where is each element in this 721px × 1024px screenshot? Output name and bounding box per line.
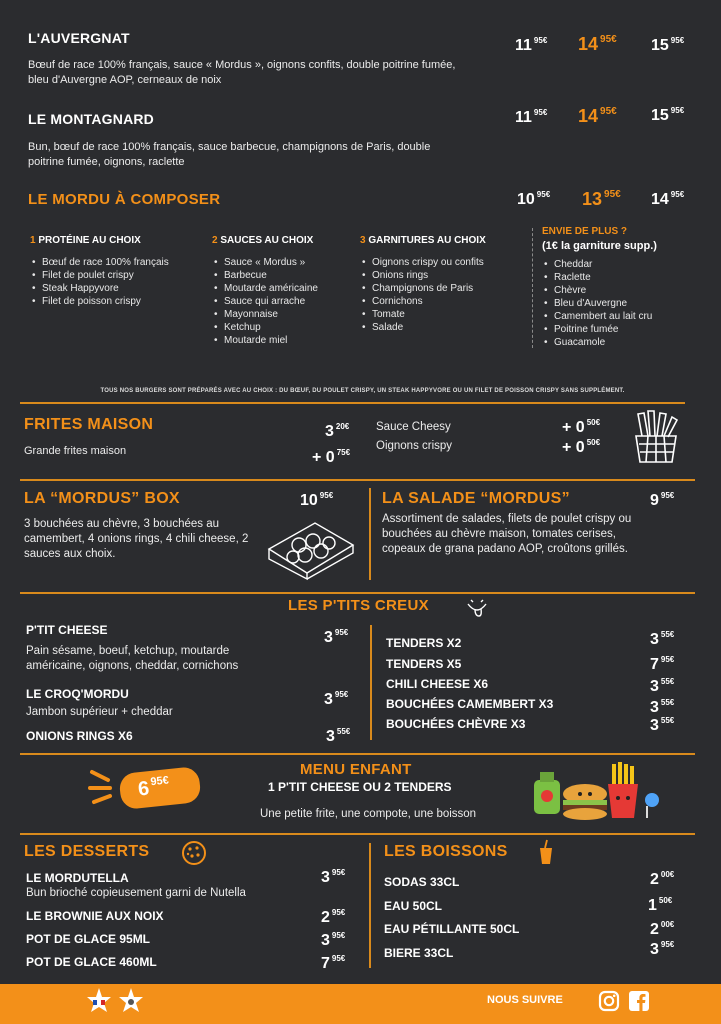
compose-col-garnitures <box>360 235 530 334</box>
item-name: BOUCHÉES CAMEMBERT X3 <box>386 697 554 711</box>
drink-price: 1 $^{50€}$ <box>648 896 673 914</box>
drink-name: EAU PÉTILLANTE 50CL <box>384 922 520 936</box>
origin-label-star-icon <box>86 987 112 1017</box>
price-large: 14 $^{95€}$ <box>651 190 685 208</box>
price-small: 11 $^{95€}$ <box>515 36 548 54</box>
divider <box>20 592 695 594</box>
list-item: • Sauce qui arrache <box>212 295 362 308</box>
box-title: LA “MORDUS” BOX <box>24 490 180 507</box>
enfant-subtitle: 1 P'TIT CHEESE OU 2 TENDERS <box>268 780 452 794</box>
rings-price: 3 $^{55€}$ <box>326 727 351 745</box>
dessert-name: LE BROWNIE AUX NOIX <box>26 909 164 923</box>
sauces-list <box>212 256 362 347</box>
dessert-price: 7 $^{95€}$ <box>321 954 346 972</box>
drink-price: 2 $^{00€}$ <box>650 920 675 938</box>
list-item: • Raclette <box>542 271 712 284</box>
enfant-title: MENU ENFANT <box>300 761 412 778</box>
frites-item: Grande frites maison <box>24 445 127 457</box>
list-item: • Poitrine fumée <box>542 323 712 336</box>
price-medium: 14 $^{95€}$ <box>578 34 617 54</box>
list-item: • Filet de poisson crispy <box>30 295 210 308</box>
burger-desc: Bœuf de race 100% français, sauce « Mordus », oignons confits, double poitrine fumée, bleu d'Auvergne AOP, cerneaux de noix <box>28 59 456 86</box>
salade-price: 9 $^{95€}$ <box>650 491 675 509</box>
quality-label-star-icon <box>118 987 144 1017</box>
burger-montagnard <box>28 111 468 170</box>
item-name: BOUCHÉES CHÈVRE X3 <box>386 717 526 731</box>
sauce-cheesy-price: + 0 $^{50€}$ <box>562 418 601 436</box>
tongue-smiley-icon <box>464 596 490 620</box>
dessert-price: 3 $^{95€}$ <box>321 868 346 886</box>
price-medium: 13 $^{95€}$ <box>582 189 621 209</box>
cookie-icon <box>180 839 208 867</box>
item-price: 3 $^{55€}$ <box>650 716 675 734</box>
list-item: • Guacamole <box>542 336 712 349</box>
burger-desc: Bun, bœuf de race 100% français, sauce barbecue, champignons de Paris, double poitrine fumée, oignons, raclette <box>28 141 431 168</box>
drink-price: 3 $^{95€}$ <box>650 940 675 958</box>
boissons-title: LES BOISSONS <box>384 843 508 860</box>
item-desc: Pain sésame, boeuf, ketchup, moutarde américaine, oignons, cheddar, cornichons <box>26 645 239 672</box>
dessert-name: POT DE GLACE 460ML <box>26 955 157 969</box>
ptit-cheese-price: 3 $^{95€}$ <box>324 628 349 646</box>
box-price: 10 $^{95€}$ <box>300 491 334 509</box>
list-item: • Sauce « Mordus » <box>212 256 362 269</box>
croq-price: 3 $^{95€}$ <box>324 690 349 708</box>
compose-title: LE MORDU À COMPOSER <box>28 191 221 208</box>
burger-name: LE MONTAGNARD <box>28 111 154 127</box>
extras-list <box>542 258 712 349</box>
list-item: • Cornichons <box>360 295 530 308</box>
col-heading: 2 SAUCES AU CHOIX <box>212 235 314 246</box>
item-name: CHILI CHEESE X6 <box>386 677 489 691</box>
list-item: • Onions rings <box>360 269 530 282</box>
drink-name: EAU 50CL <box>384 899 443 913</box>
sauce-oignons: Oignons crispy <box>376 440 453 452</box>
item-name: TENDERS X5 <box>386 657 462 671</box>
vertical-divider <box>369 843 371 968</box>
burger-name: L'AUVERGNAT <box>28 30 130 46</box>
ptits-left <box>26 623 326 674</box>
ptits-title: LES P'TITS CREUX <box>288 597 429 614</box>
list-item: • Camembert au lait cru <box>542 310 712 323</box>
item-name: P'TIT CHEESE <box>26 623 108 637</box>
extras-title: ENVIE DE PLUS ? <box>542 226 628 237</box>
item-price: 7 $^{95€}$ <box>650 655 675 673</box>
price-medium: 14 $^{95€}$ <box>578 106 617 126</box>
price-large: 15 $^{95€}$ <box>651 36 685 54</box>
item-price: 3 $^{55€}$ <box>650 698 675 716</box>
follow-label: NOUS SUIVRE <box>487 994 563 1006</box>
item-price: 3 $^{55€}$ <box>650 630 675 648</box>
dessert-price: 3 $^{95€}$ <box>321 931 346 949</box>
nuggets-box-icon <box>265 515 357 581</box>
dessert-name: LE MORDUTELLA <box>26 871 129 885</box>
desserts-title: LES DESSERTS <box>24 843 150 860</box>
protein-list <box>30 256 210 308</box>
list-item: • Bleu d'Auvergne <box>542 297 712 310</box>
vertical-divider <box>369 488 371 580</box>
drink-price: 2 $^{00€}$ <box>650 870 675 888</box>
frites-plus-price: + 0 $^{75€}$ <box>312 448 351 466</box>
list-item: • Chèvre <box>542 284 712 297</box>
list-item: • Steak Happyvore <box>30 282 210 295</box>
price-small: 11 $^{95€}$ <box>515 108 548 126</box>
col-heading: 3 GARNITURES AU CHOIX <box>360 235 486 246</box>
list-item: • Oignons crispy ou confits <box>360 256 530 269</box>
price-large: 15 $^{95€}$ <box>651 106 685 124</box>
sauce-oignons-price: + 0 $^{50€}$ <box>562 438 601 456</box>
list-item: • Filet de poulet crispy <box>30 269 210 282</box>
compose-divider <box>532 228 533 348</box>
vertical-divider <box>370 625 372 740</box>
compose-col-protein <box>30 235 210 308</box>
dessert-desc: Bun brioché copieusement garni de Nutella <box>26 887 246 899</box>
kids-menu-illustration-icon <box>530 760 665 822</box>
drink-cup-icon <box>536 838 556 866</box>
compose-col-sauces <box>212 235 362 347</box>
compose-col-extras <box>542 226 712 349</box>
drink-name: BIERE 33CL <box>384 946 454 960</box>
divider <box>20 402 685 404</box>
enfant-price: $6^{95€}$ <box>136 774 170 801</box>
list-item: • Moutarde miel <box>212 334 362 347</box>
list-item: • Barbecue <box>212 269 362 282</box>
instagram-icon[interactable] <box>598 990 620 1012</box>
dessert-price: 2 $^{95€}$ <box>321 908 346 926</box>
salade-title: LA SALADE “MORDUS” <box>382 490 570 507</box>
salade-desc: Assortiment de salades, filets de poulet crispy ou bouchées au chèvre maison, tomates cerises, copeaux de grana padano AOP, croûtons grillés. <box>382 513 632 555</box>
list-item: • Champignons de Paris <box>360 282 530 295</box>
divider <box>20 833 695 835</box>
fries-basket-icon <box>628 408 684 466</box>
item-name: TENDERS X2 <box>386 636 462 650</box>
box-desc: 3 bouchées au chèvre, 3 bouchées au camembert, 4 onions rings, 4 chili cheese, 2 sauces aux choix. <box>24 518 249 560</box>
list-item: • Cheddar <box>542 258 712 271</box>
price-small: 10 $^{95€}$ <box>517 190 551 208</box>
croq-item <box>26 687 173 720</box>
list-item: • Ketchup <box>212 321 362 334</box>
list-item: • Salade <box>360 321 530 334</box>
list-item: • Tomate <box>360 308 530 321</box>
divider <box>20 479 695 481</box>
garnitures-list <box>360 256 530 334</box>
frites-title: FRITES MAISON <box>24 416 154 433</box>
list-item: • Moutarde américaine <box>212 282 362 295</box>
dessert-name: POT DE GLACE 95ML <box>26 932 151 946</box>
item-desc: Jambon supérieur + cheddar <box>26 706 173 718</box>
divider <box>20 753 695 755</box>
sauce-cheesy: Sauce Cheesy <box>376 421 451 433</box>
compose-note: TOUS NOS BURGERS SONT PRÉPARÉS AVEC AU CHOIX : DU BŒUF, DU POULET CRISPY, UN STEAK HAPPYVORE OU UN FILET DE POISSON CRISPY SANS SUPPLÉMENT. <box>100 388 625 394</box>
col-heading: 1 PROTÉINE AU CHOIX <box>30 235 141 246</box>
list-item: • Mayonnaise <box>212 308 362 321</box>
list-item: • Bœuf de race 100% français <box>30 256 210 269</box>
drink-name: SODAS 33CL <box>384 875 460 889</box>
extras-subtitle: (1€ la garniture supp.) <box>542 240 657 252</box>
facebook-icon[interactable] <box>628 990 650 1012</box>
item-price: 3 $^{55€}$ <box>650 677 675 695</box>
enfant-desc: Une petite frite, une compote, une boisson <box>260 808 477 820</box>
item-name: ONIONS RINGS X6 <box>26 729 133 743</box>
item-name: LE CROQ'MORDU <box>26 687 129 701</box>
frites-price: 3 $^{20€}$ <box>325 422 350 440</box>
